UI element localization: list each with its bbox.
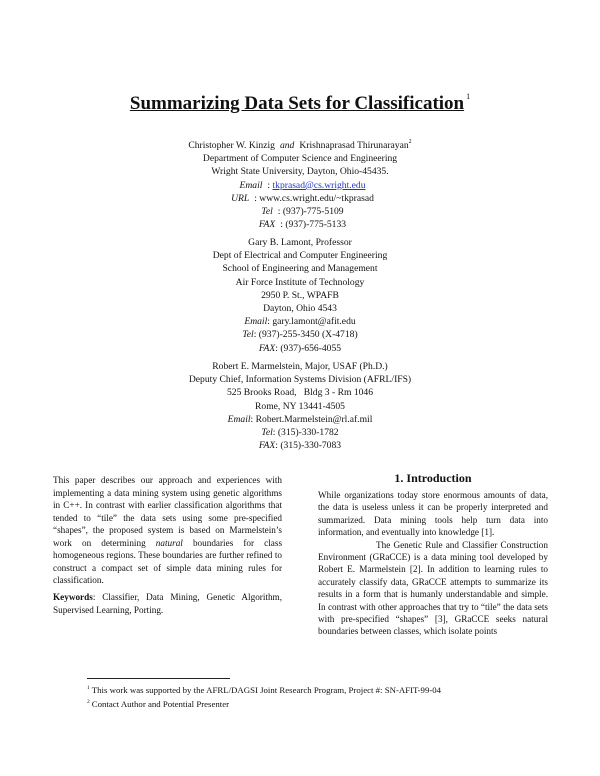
marmelstein-fax-line: FAX: (315)-330-7083 <box>258 440 342 452</box>
lamont-email-line: Email: gary.lamont@afit.edu <box>244 316 356 328</box>
footnote <box>87 696 441 710</box>
lamont-school: School of Engineering and Management <box>222 263 378 275</box>
author-names <box>0 136 600 152</box>
kinzig-tel-line: Tel : (937)-775-5109 <box>261 206 344 218</box>
abstract-text-part1: This paper describes our approach and experiences with implementing a data mining system using genetic algorithms in C++. In contrast with earlier classification algorithms that tended to “tile” the data sets using some pre-specified “shapes”, the proposed system is based on Marmelstein’s work on determining <box>53 475 282 548</box>
lamont-tel-line: Tel: (937)-255-3450 (X-4718) <box>242 329 358 341</box>
tel-label: Tel <box>261 427 273 439</box>
lamont-name: Gary B. Lamont, Professor <box>248 237 352 248</box>
section-heading-introduction: 1. Introduction <box>394 471 472 485</box>
intro-paragraph-2: The Genetic Rule and Classifier Construction Environment (GRaCCE) is a data mining tool developed by Robert E. Marmelstein [2]. In addition to learning rules to accurately classify data, GRaCCE attempts to summarize its results in a form that is humanly understandable and simple. In contrast with other approaches that try to “tile” the data sets with pre-specified “shapes” [3], GRaCCE seeks natural boundaries between classes, which isolate points <box>318 539 548 637</box>
kinzig-url-line: URL : www.cs.wright.edu/~tkprasad <box>231 192 374 204</box>
footnote-mark: 1 <box>87 685 90 691</box>
footnotes <box>87 682 441 710</box>
footnote-text: Contact Author and Potential Presenter <box>91 699 230 709</box>
title-text: Summarizing Data Sets for Classification <box>129 93 465 114</box>
kinzig-tel: (937)-775-5109 <box>282 206 344 218</box>
kinzig-url: www.cs.wright.edu/~tkprasad <box>259 192 374 204</box>
kinzig-fax: (937)-775-5133 <box>285 219 347 231</box>
lamont-street: 2950 P. St., WPAFB <box>261 289 339 301</box>
marmelstein-fax: (315)-330-7083 <box>280 440 342 452</box>
marmelstein-name: Robert E. Marmelstein, Major, USAF (Ph.D.) <box>212 361 388 372</box>
kinzig-university: Wright State University, Dayton, Ohio-45435. <box>211 166 389 178</box>
kinzig-email-line: Email : tkprasad@cs.wright.edu <box>239 179 366 191</box>
marmelstein-tel-line: Tel: (315)-330-1782 <box>261 427 339 439</box>
tel-label: Tel <box>242 329 254 341</box>
marmelstein-city: Rome, NY 13441-4505 <box>255 400 345 412</box>
author-conjunction: and <box>279 140 295 151</box>
lamont-fax-line: FAX: (937)-656-4055 <box>258 342 342 354</box>
author-block-lamont <box>0 236 600 355</box>
paper-title <box>0 92 600 115</box>
url-label: URL <box>231 192 250 204</box>
marmelstein-street: 525 Brooks Road, Bldg 3 - Rm 1046 <box>226 387 374 399</box>
kinzig-email-link[interactable]: tkprasad@cs.wright.edu <box>272 179 366 191</box>
lamont-department: Dept of Electrical and Computer Engineering <box>212 250 388 262</box>
lamont-email: gary.lamont@afit.edu <box>272 316 356 328</box>
title-footnote-mark: 1 <box>466 92 471 101</box>
keywords <box>53 591 282 616</box>
marmelstein-tel: (315)-330-1782 <box>277 427 339 439</box>
email-label: Email <box>244 316 268 328</box>
author1-name: Christopher W. Kinzig <box>188 140 275 151</box>
lamont-city: Dayton, Ohio 4543 <box>263 303 337 315</box>
abstract <box>53 474 282 587</box>
footnote-text: This work was supported by the AFRL/DAGSI Joint Research Program, Project #: SN-AFIT-99-04 <box>91 685 442 695</box>
abstract-text-part2: boundaries for class homogeneous regions. These boundaries are further refined to construct a compact set of simple data mining rules for classification. <box>53 537 283 585</box>
footnote-mark: 2 <box>87 699 90 705</box>
kinzig-fax-line: FAX : (937)-775-5133 <box>258 219 347 231</box>
lamont-institute: Air Force Institute of Technology <box>235 276 365 288</box>
fax-label: FAX <box>258 440 276 452</box>
lamont-tel: (937)-255-3450 (X-4718) <box>258 329 358 341</box>
marmelstein-email: Robert.Marmelstein@rl.af.mil <box>255 413 373 425</box>
introduction-body <box>318 489 548 638</box>
author2-footnote-mark: 2 <box>408 139 412 145</box>
email-label: Email <box>227 413 251 425</box>
footnote-divider <box>87 678 230 679</box>
keywords-text: : Classifier, Data Mining, Genetic Algorithm, Supervised Learning, Porting. <box>53 592 282 615</box>
author2-name: Krishnaprasad Thirunarayan <box>299 140 409 151</box>
intro-paragraph-1: While organizations today store enormous amounts of data, the data is useless unless it can be properly interpreted and summarized. Data mining tools help turn data into information, and eventually into knowledge [1]. <box>318 490 548 538</box>
author-block-kinzig <box>0 136 600 231</box>
author-block-marmelstein <box>0 360 600 452</box>
email-label: Email <box>239 179 263 191</box>
abstract-emphasis: natural <box>155 537 183 548</box>
kinzig-department: Department of Computer Science and Engineering <box>202 153 398 165</box>
tel-label: Tel <box>261 206 273 218</box>
marmelstein-role: Deputy Chief, Information Systems Division (AFRL/IFS) <box>188 374 412 386</box>
keywords-label: Keywords <box>53 592 93 602</box>
fax-label: FAX <box>258 342 276 354</box>
lamont-fax: (937)-656-4055 <box>280 342 342 354</box>
marmelstein-email-line: Email: Robert.Marmelstein@rl.af.mil <box>227 413 373 425</box>
footnote <box>87 682 441 696</box>
fax-label: FAX <box>258 219 276 231</box>
